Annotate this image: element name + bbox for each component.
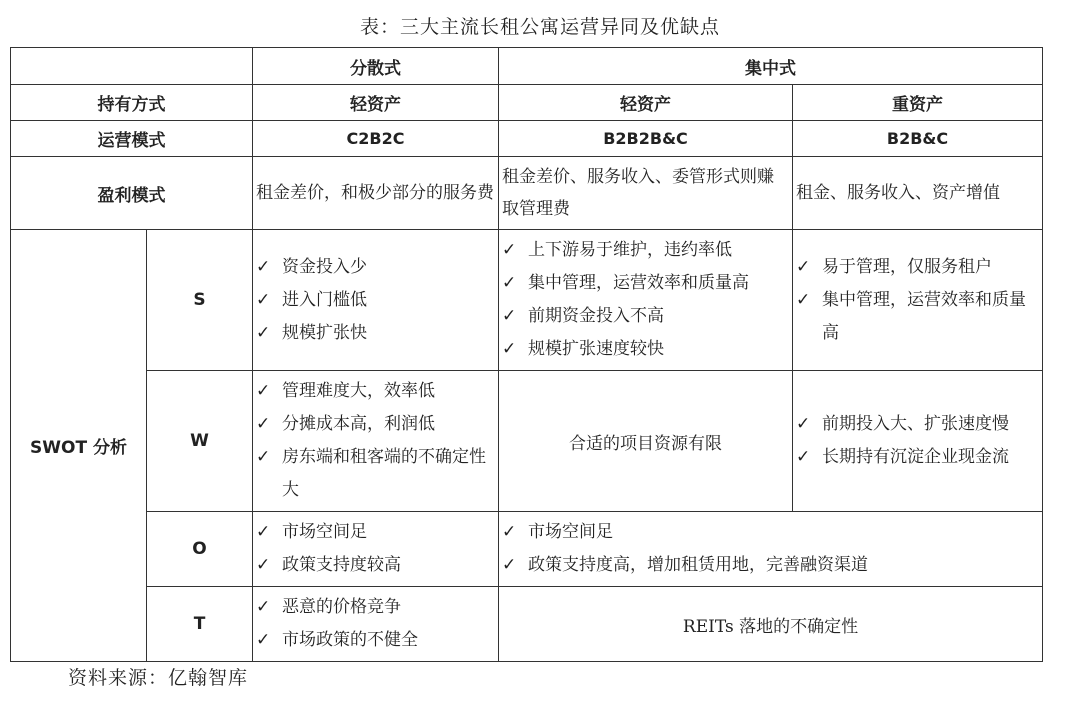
corner-cell bbox=[11, 48, 253, 85]
check-icon: ✓ bbox=[256, 414, 271, 434]
swot-t-letter: T bbox=[147, 587, 253, 662]
list-item: ✓ 前期投入大、扩张速度慢 bbox=[795, 408, 1040, 441]
profit-central-light: 租金差价、服务收入、委管形式则赚取管理费 bbox=[499, 157, 793, 230]
profit-central-heavy: 租金、服务收入、资产增值 bbox=[793, 157, 1043, 230]
swot-s-letter: S bbox=[147, 230, 253, 371]
operating-label: 运营模式 bbox=[11, 121, 253, 157]
holding-label: 持有方式 bbox=[11, 85, 253, 121]
header-centralized: 集中式 bbox=[499, 48, 1043, 85]
swot-s-central-heavy bbox=[793, 230, 1043, 371]
swot-o-centralized bbox=[499, 512, 1043, 587]
holding-dispersed: 轻资产 bbox=[253, 85, 499, 121]
list-item: ✓ 市场空间足 bbox=[501, 516, 1040, 549]
check-icon: ✓ bbox=[256, 381, 271, 401]
check-icon: ✓ bbox=[796, 256, 811, 277]
check-icon: ✓ bbox=[256, 597, 271, 617]
swot-o-dispersed bbox=[253, 512, 499, 587]
list-item: ✓ 资金投入少 bbox=[255, 251, 496, 284]
comparison-table bbox=[10, 47, 1043, 662]
list-item: ✓ 政策支持度较高 bbox=[255, 549, 496, 582]
operating-central-heavy: B2B&C bbox=[793, 121, 1043, 157]
check-icon: ✓ bbox=[256, 555, 271, 575]
list-item: ✓ 进入门槛低 bbox=[255, 284, 496, 317]
list-item: ✓ 恶意的价格竞争 bbox=[255, 591, 496, 624]
profit-row bbox=[11, 157, 1043, 230]
check-icon: ✓ bbox=[796, 289, 811, 310]
list-item: ✓ 市场政策的不健全 bbox=[255, 624, 496, 657]
list-item: ✓ 上下游易于维护，违约率低 bbox=[501, 234, 790, 267]
holding-central-heavy: 重资产 bbox=[793, 85, 1043, 121]
source-note: 资料来源：亿翰智库 bbox=[68, 667, 249, 689]
list-item: ✓ 长期持有沉淀企业现金流 bbox=[795, 441, 1040, 474]
check-icon: ✓ bbox=[256, 522, 271, 542]
list-item: ✓ 分摊成本高，利润低 bbox=[255, 408, 496, 441]
swot-o-row bbox=[11, 512, 1043, 587]
check-icon: ✓ bbox=[502, 522, 517, 542]
check-icon: ✓ bbox=[256, 630, 271, 650]
operating-central-light: B2B2B&C bbox=[499, 121, 793, 157]
check-icon: ✓ bbox=[256, 322, 271, 343]
swot-w-central-heavy bbox=[793, 371, 1043, 512]
swot-s-row bbox=[11, 230, 1043, 371]
check-icon: ✓ bbox=[796, 447, 811, 467]
profit-label: 盈利模式 bbox=[11, 157, 253, 230]
check-icon: ✓ bbox=[256, 447, 271, 467]
holding-row bbox=[11, 85, 1043, 121]
swot-t-dispersed bbox=[253, 587, 499, 662]
check-icon: ✓ bbox=[256, 256, 271, 277]
operating-row bbox=[11, 121, 1043, 157]
check-icon: ✓ bbox=[256, 289, 271, 310]
list-item: ✓ 规模扩张快 bbox=[255, 317, 496, 350]
list-item: ✓ 政策支持度高，增加租赁用地，完善融资渠道 bbox=[501, 549, 1040, 582]
swot-t-row bbox=[11, 587, 1043, 662]
list-item: ✓ 集中管理，运营效率和质量高 bbox=[795, 284, 1040, 350]
swot-s-dispersed bbox=[253, 230, 499, 371]
swot-w-row bbox=[11, 371, 1043, 512]
check-icon: ✓ bbox=[502, 240, 517, 260]
list-item: ✓ 规模扩张速度较快 bbox=[501, 333, 790, 366]
list-item: ✓ 易于管理，仅服务租户 bbox=[795, 251, 1040, 284]
check-icon: ✓ bbox=[796, 414, 811, 434]
header-dispersed: 分散式 bbox=[253, 48, 499, 85]
swot-o-letter: O bbox=[147, 512, 253, 587]
swot-label: SWOT 分析 bbox=[11, 230, 147, 662]
table-caption: 表：三大主流长租公寓运营异同及优缺点 bbox=[359, 16, 720, 38]
swot-w-central-light: 合适的项目资源有限 bbox=[499, 371, 793, 512]
check-icon: ✓ bbox=[502, 273, 517, 293]
check-icon: ✓ bbox=[502, 339, 517, 359]
holding-central-light: 轻资产 bbox=[499, 85, 793, 121]
swot-t-centralized: REITs 落地的不确定性 bbox=[499, 587, 1043, 662]
operating-dispersed: C2B2C bbox=[253, 121, 499, 157]
swot-w-letter: W bbox=[147, 371, 253, 512]
swot-s-central-light bbox=[499, 230, 793, 371]
list-item: ✓ 前期资金投入不高 bbox=[501, 300, 790, 333]
list-item: ✓ 集中管理，运营效率和质量高 bbox=[501, 267, 790, 300]
list-item: ✓ 市场空间足 bbox=[255, 516, 496, 549]
check-icon: ✓ bbox=[502, 306, 517, 326]
profit-dispersed: 租金差价，和极少部分的服务费 bbox=[253, 157, 499, 230]
header-row bbox=[11, 48, 1043, 85]
check-icon: ✓ bbox=[502, 555, 517, 575]
list-item: ✓ 管理难度大，效率低 bbox=[255, 375, 496, 408]
list-item: ✓ 房东端和租客端的不确定性大 bbox=[255, 441, 496, 507]
swot-w-dispersed bbox=[253, 371, 499, 512]
